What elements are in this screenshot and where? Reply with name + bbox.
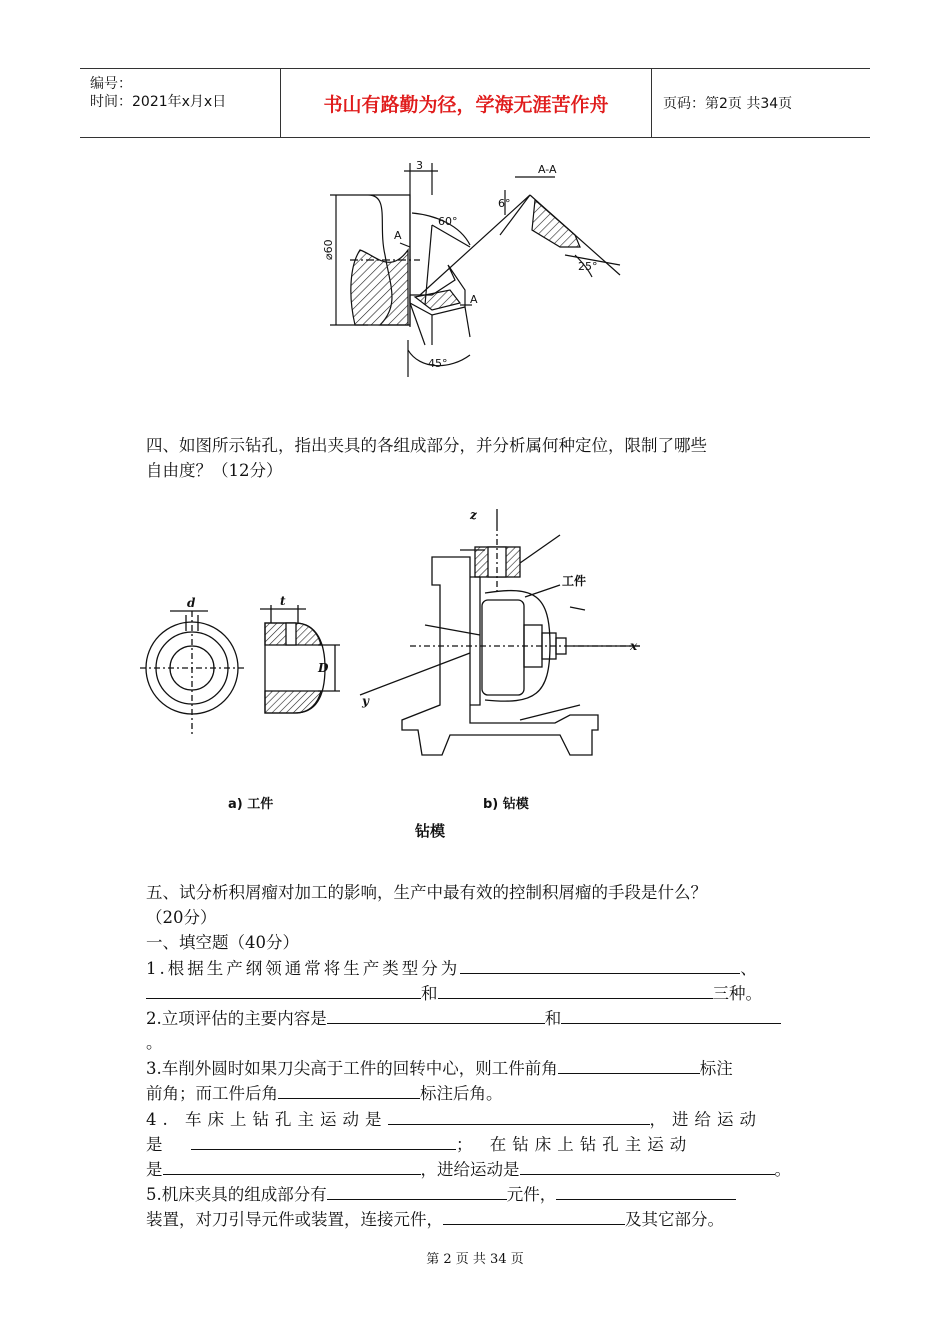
page-header <box>80 68 870 138</box>
angle-60-label: 60° <box>438 215 458 228</box>
workpiece-label: 工件 <box>562 574 587 588</box>
item-2-line2: 。 <box>146 1033 163 1052</box>
header-motto: 书山有路勤为径，学海无涯苦作舟 <box>281 69 652 137</box>
blank-3-2[interactable] <box>278 1080 420 1099</box>
blank-5-1[interactable] <box>327 1181 507 1200</box>
section-mark-a-bottom: A <box>470 293 478 306</box>
dim-3-label: 3 <box>416 159 423 172</box>
section-1-title: 一、填空题（40分） <box>146 933 299 952</box>
item-1-line2: 和 三种。 <box>146 980 762 1006</box>
question-5-line1: 五、试分析积屑瘤对加工的影响，生产中最有效的控制积屑瘤的手段是什么？ <box>146 883 707 902</box>
blank-4-1[interactable] <box>388 1106 650 1125</box>
item-1-line1: 1.根据生产纲领通常将生产类型分为 、 <box>146 955 760 981</box>
angle-45-label: 45° <box>428 357 448 370</box>
item-3-line1: 3.车削外圆时如果刀尖高于工件的回转中心，则工件前角 标注 <box>146 1055 733 1081</box>
blank-4-2[interactable] <box>191 1131 456 1150</box>
blank-5-2[interactable] <box>556 1181 736 1200</box>
time-label: 时间：2021年x月x日 <box>90 94 227 110</box>
blank-1-3[interactable] <box>438 980 713 999</box>
blank-1-1[interactable] <box>460 955 740 974</box>
angle-25-label: 25° <box>578 260 598 273</box>
question-5-line2: （20分） <box>146 908 217 927</box>
blank-5-3[interactable] <box>443 1206 625 1225</box>
blank-4-3[interactable] <box>163 1156 421 1175</box>
blank-2-2[interactable] <box>561 1005 781 1024</box>
dim-D-label: D <box>318 661 329 675</box>
blank-3-1[interactable] <box>558 1055 700 1074</box>
blank-4-4[interactable] <box>520 1156 775 1175</box>
item-5-line2: 装置，对刀引导元件或装置，连接元件， 及其它部分。 <box>146 1206 724 1232</box>
item-4-line2: 是 ； 在钻床上钻孔主运动 <box>146 1131 692 1157</box>
figure-title: 钻模 <box>415 822 446 840</box>
header-info-cell <box>80 69 281 137</box>
drill-jig-drawing <box>140 505 660 785</box>
blank-1-2[interactable] <box>146 980 421 999</box>
dim-d-label: d <box>187 596 196 610</box>
page-footer: 第 2 页 共 34 页 <box>426 1252 524 1267</box>
axis-x-label: x <box>630 639 638 653</box>
blank-2-1[interactable] <box>327 1005 545 1024</box>
item-4-line1: 4. 车床上钻孔主运动是 ，进给运动 <box>146 1106 762 1132</box>
axis-z-label: z <box>470 508 477 522</box>
item-3-line2: 前角；而工件后角 标注后角。 <box>146 1080 503 1106</box>
axis-y-label: y <box>362 694 369 708</box>
caption-a-workpiece: a) 工件 <box>228 797 274 812</box>
item-5-line1: 5.机床夹具的组成部分有 元件， <box>146 1181 736 1207</box>
question-4-line2: 自由度？（12分） <box>146 461 283 480</box>
section-mark-a-top: A <box>394 229 402 242</box>
item-4-line3: 是 ，进给运动是 。 <box>146 1156 791 1182</box>
section-aa-label: A-A <box>538 163 557 176</box>
question-4-line1: 四、如图所示钻孔，指出夹具的各组成部分，并分析属何种定位，限制了哪些 <box>146 436 707 455</box>
code-label: 编号： <box>90 76 132 92</box>
dim-t-label: t <box>280 594 286 608</box>
item-2-line1: 2.立项评估的主要内容是 和 <box>146 1005 781 1031</box>
dim-d60-label: ⌀60 <box>322 239 335 260</box>
tool-angle-drawing <box>320 155 640 385</box>
page-number-label: 页码：第2页 共34页 <box>663 96 793 112</box>
caption-b-drill-jig: b) 钻模 <box>483 797 529 812</box>
angle-6-label: 6° <box>498 197 511 210</box>
